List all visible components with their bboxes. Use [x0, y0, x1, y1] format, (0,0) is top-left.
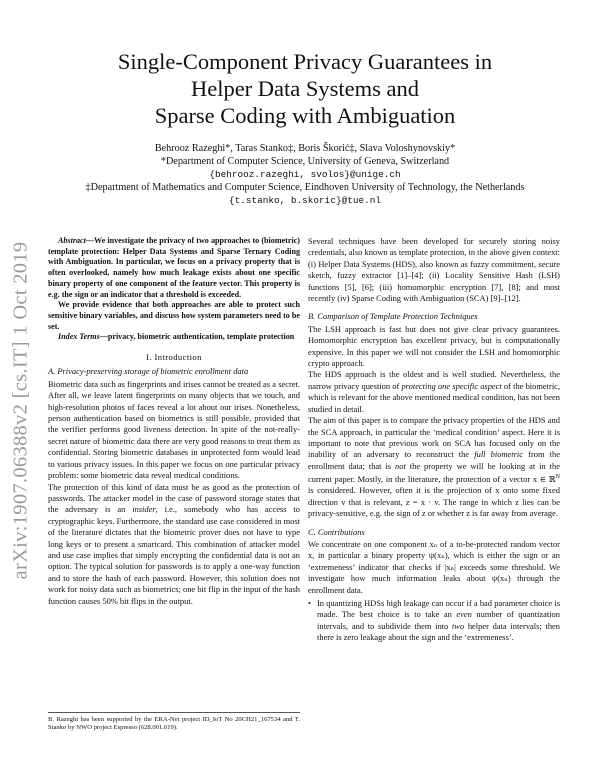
- bullet-text-part-c: helper data intervals; then there is zero leakage about the sign and the ‘extremeness’.: [317, 620, 561, 643]
- email-1: {behrooz.razeghi, svolos}@unige.ch: [209, 169, 401, 180]
- right-column: [308, 236, 560, 644]
- abstract-text-1: —We investigate the privacy of two approaches to (biometric) template protection: Helper Data Systems and Sparse Ternary Coding with Ambiguation. In particular, we focus on a privacy property that is often overlooked, namely how much leakage exists about one specific binary property of one component of the feature vector. This property is e.g. the sign or an indicator that a threshold is exceeded.: [48, 236, 300, 299]
- right-paragraph-5: We concentrate on one component xₙ of a to-be-protected random vector x, in particular a binary property ψ(xₙ), which is either the sign or an ‘extremeness’ indicator that checks if |xₙ| exceeds some threshold. We investigate how much information leaks about ψ(xₙ) through the enrollment data.: [308, 538, 560, 595]
- insider-emphasis: insider: [132, 504, 156, 515]
- index-terms-text: —privacy, biometric authentication, template protection: [99, 332, 295, 342]
- index-terms: [48, 332, 300, 343]
- bullet-text-part-b: number of quantization intervals, and to subdivide them into: [317, 609, 560, 631]
- abstract-paragraph-2: We provide evidence that both approaches are able to protect such sensitive binary variables, and discuss how system parameters need to be set.: [48, 300, 300, 331]
- affiliation-1: *Department of Computer Science, University of Geneva, Switzerland: [160, 156, 450, 167]
- author-block: [60, 142, 550, 207]
- author-names: Behrooz Razeghi*, Taras Stanko‡, Boris Škorić‡, Slava Voloshynovskiy*: [154, 143, 456, 154]
- section-heading-introduction: I. Introduction: [146, 352, 202, 363]
- left-column: [48, 236, 300, 607]
- bullet-icon: •: [308, 598, 311, 608]
- right-paragraph-3-part-a: The HDS approach is the oldest and is well studied. Nevertheless, the narrow privacy question of: [308, 369, 560, 391]
- subsection-heading-b: B. Comparison of Template Protection Techniques: [308, 311, 478, 322]
- contribution-bullet-1: [308, 598, 560, 644]
- right-paragraph-4-part-a: The aim of this paper is to compare the privacy properties of the HDS and the SCA approach, in particular the ‘medical condition’ aspect. Here it is important to note that previous work on SCA has focused only on the inability of an adversary to reconstruct the: [308, 415, 560, 460]
- even-emphasis: even: [456, 609, 472, 620]
- footnote: B. Razeghi has been supported by the ERA-Net project ID_IoT No 20CH21_167534 and T. Stanko by NWO project Espresso (628.001.019).: [48, 712, 300, 733]
- arxiv-sidebar-stamp: [4, 200, 38, 620]
- right-paragraph-4-part-c: the property we will be looking at in the current paper. Mostly, in the literature, the protection of a vector x ∈ ℝ: [308, 460, 560, 484]
- arxiv-id: arXiv:1907.06388v2 [cs.IT] 1 Oct 2019: [9, 241, 32, 579]
- full-biometric-emphasis: full biometric: [474, 449, 523, 460]
- dimension-superscript: N: [555, 474, 560, 481]
- title-line-2: Helper Data Systems and: [190, 76, 420, 101]
- intro-paragraph-1: Biometric data such as fingerprints and irises cannot be treated as a secret. After all, we leave latent fingerprints on many objects that we touch, and high-resolution photos of faces reveal a lot about our irises. Nonetheless, person authentication based on biometrics is still possible, provided that the verifier performs good liveness detection. In spite of the not-really-secret nature of biometric data there are very good reasons to treat them as confidential. Storing biometric databases in unprotected form would lead to various privacy issues. In this paper we focus on one particular privacy problem: some biometric data reveal medical conditions.: [48, 378, 300, 481]
- right-paragraph-2: The LSH approach is fast but does not give clear privacy guarantees. Homomorphic encryption has excellent privacy, but is computationally expensive. In this paper we will not consider the LSH and homomorphic crypto approach.: [308, 323, 560, 369]
- affiliation-2: ‡Department of Mathematics and Computer Science, Eindhoven University of Technology, the Netherlands: [85, 182, 525, 193]
- paper-title: [60, 48, 550, 129]
- right-paragraph-4: [308, 415, 560, 519]
- bullet-text-part-a: In quantizing HDSs high leakage can occur if a bad parameter choice is made. The best choice is to take an: [317, 598, 560, 620]
- right-paragraph-4-part-b: from the enrollment data; that is: [308, 449, 560, 471]
- abstract: [48, 236, 300, 300]
- email-2: {t.stanko, b.skoric}@tue.nl: [229, 195, 381, 206]
- two-emphasis: two: [451, 620, 465, 631]
- right-paragraph-4-part-d: is considered. However, often it is the projection of x onto some fixed direction v that is relevant, z = x · v. The range in which z lies can be privacy-sensitive, e.g. the sign of z or whether z is far away from average.: [308, 485, 560, 519]
- title-line-3: Sparse Coding with Ambiguation: [154, 103, 456, 128]
- right-paragraph-3: [308, 369, 560, 415]
- subsection-heading-c: C. Contributions: [308, 526, 365, 537]
- specific-aspect-emphasis: protecting one specific aspect: [401, 380, 502, 391]
- intro-paragraph-2: [48, 482, 300, 607]
- abstract-label: Abstract: [58, 236, 86, 245]
- intro-paragraph-2-part-b: , i.e., somebody who has access to cryptographic keys. Furthermore, the standard use case considered in most of the literature dictates that the biometric prover does not have to type long keys or to present a smartcard. This combination of attacker model and use case implies that simply encrypting the confidential data is not an option. The typical solution for passwords is to apply a one-way function and to store the hash of each password. However, this solution does not work for noisy data such as biometrics; one bit flip in the input of the hash function causes 50% bit flips in the output.: [48, 504, 300, 606]
- index-terms-label: Index Terms: [58, 332, 100, 342]
- intro-paragraph-2-part-a: The protection of this kind of data must be as good as the protection of passwords. The attacker model in the case of password storage states that the adversary is an: [48, 481, 300, 515]
- title-line-1: Single-Component Privacy Guarantees in: [117, 49, 493, 74]
- not-emphasis: not: [395, 460, 406, 471]
- right-paragraph-3-part-b: of the biometric, which is relevant for the above mentioned medical condition, has not been studied in detail.: [308, 380, 561, 414]
- right-paragraph-1: Several techniques have been developed for securely storing noisy credentials, also known as template protection, in the above given context: (i) Helper Data Systems (HDS), also known as fuzzy commitment, secure sketch, fuzzy extractor [1]–[4]; (ii) Locality Sensitive Hash (LSH) functions [5], [6]; (iii) homomorphic encryption [7], [8]; and most recently (iv) Sparse Coding with Ambiguation (SCA) [9]–[12].: [308, 236, 560, 304]
- subsection-heading-a: A. Privacy-preserving storage of biometric enrollment data: [48, 366, 249, 377]
